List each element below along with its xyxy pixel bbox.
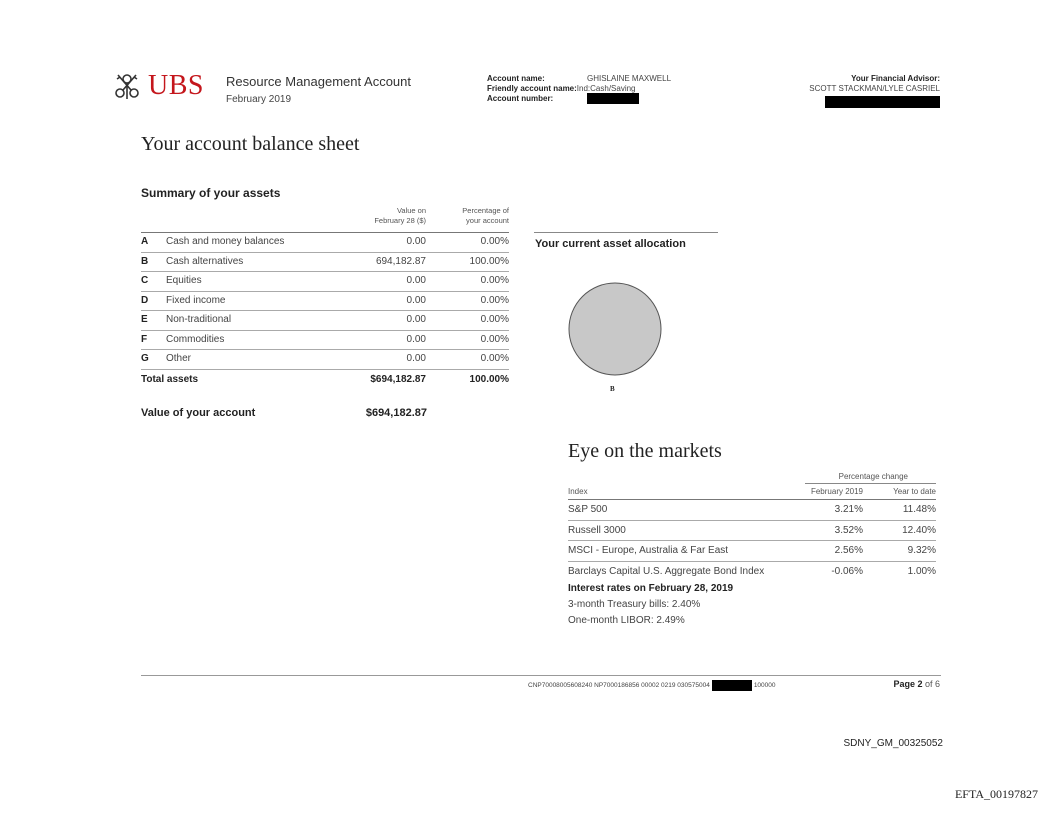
- table-row: [568, 541, 936, 562]
- markets-table-header: [568, 484, 936, 500]
- account-number-label: Account number:: [487, 94, 554, 103]
- total-value: $694,182.87: [370, 373, 426, 385]
- row-value: 0.00: [406, 314, 426, 325]
- table-row: [141, 311, 509, 331]
- efta-number: EFTA_00197827: [954, 787, 1038, 801]
- product-name: Resource Management Account: [226, 74, 411, 89]
- treasury-rate: 3-month Treasury bills: 2.40%: [568, 599, 701, 610]
- allocation-divider: [534, 232, 718, 233]
- table-row: [141, 350, 509, 370]
- percent-change-header: [568, 470, 936, 484]
- row-value: 0.00: [406, 236, 426, 247]
- page-label: Page 2: [893, 679, 923, 689]
- index-name: MSCI - Europe, Australia & Far East: [568, 545, 729, 556]
- total-percent: 100.00%: [469, 373, 509, 385]
- row-name: Equities: [166, 275, 202, 286]
- table-row: [568, 500, 936, 521]
- row-percent: 0.00%: [480, 314, 509, 325]
- value-column-header: [346, 206, 426, 226]
- row-percent: 0.00%: [480, 353, 509, 364]
- footer-code-right: 100000: [753, 682, 776, 689]
- table-row: [141, 272, 509, 292]
- page-title: Your account balance sheet: [141, 133, 360, 155]
- friendly-name-value: Ind:Cash/Saving: [576, 84, 636, 93]
- allocation-pie: [566, 280, 664, 378]
- table-row: [568, 521, 936, 542]
- footer-code: [528, 680, 776, 691]
- pct-header-line1: Percentage of: [462, 206, 509, 215]
- advisor-label: Your Financial Advisor:: [851, 74, 940, 83]
- value-header-line2: February 28 ($): [374, 216, 426, 225]
- pct-header-line2: your account: [466, 216, 509, 225]
- account-value-amount: $694,182.87: [365, 407, 427, 419]
- month-change: -0.06%: [831, 565, 863, 577]
- table-row: [141, 253, 509, 273]
- ytd-change: 9.32%: [907, 545, 936, 556]
- row-name: Cash and money balances: [166, 236, 285, 247]
- table-row: [568, 562, 936, 582]
- total-label: Total assets: [141, 373, 199, 385]
- row-percent: 100.00%: [469, 255, 509, 267]
- page-of: of 6: [924, 679, 940, 689]
- account-value-label: Value of your account: [141, 407, 256, 419]
- row-key: B: [141, 255, 149, 267]
- keys-icon: [112, 71, 142, 101]
- row-percent: 0.00%: [480, 236, 509, 247]
- ytd-change: 11.48%: [902, 504, 936, 515]
- brand-name: UBS: [148, 70, 204, 101]
- index-name: Russell 3000: [568, 524, 626, 536]
- footer-divider: [141, 675, 941, 676]
- assets-table: [141, 204, 509, 390]
- row-key: E: [141, 314, 148, 325]
- libor-rate: One-month LIBOR: 2.49%: [568, 615, 685, 626]
- index-name: Barclays Capital U.S. Aggregate Bond Index: [568, 565, 765, 577]
- index-name: S&P 500: [568, 504, 608, 515]
- markets-table: [568, 470, 936, 581]
- bates-number: SDNY_GM_00325052: [843, 738, 943, 749]
- markets-title: Eye on the markets: [568, 440, 722, 462]
- interest-rates-title: Interest rates on February 28, 2019: [568, 583, 734, 594]
- pie-slice-label: B: [610, 385, 615, 393]
- row-percent: 0.00%: [480, 294, 509, 306]
- month-change: 3.52%: [834, 524, 863, 536]
- advisor-info: [809, 74, 940, 111]
- month-change: 3.21%: [834, 504, 863, 515]
- row-name: Non-traditional: [166, 314, 232, 325]
- assets-table-header: [141, 204, 509, 233]
- row-percent: 0.00%: [480, 333, 509, 345]
- row-name: Commodities: [166, 333, 225, 345]
- row-value: 0.00: [406, 353, 426, 364]
- index-column-header: Index: [568, 487, 588, 496]
- row-name: Fixed income: [166, 294, 226, 306]
- percent-column-header: [439, 206, 509, 226]
- account-name-label: Account name:: [487, 74, 545, 83]
- row-key: G: [141, 353, 149, 364]
- ytd-column-header: Year to date: [893, 487, 936, 496]
- row-value: 0.00: [406, 333, 426, 345]
- month-column-header: February 2019: [810, 487, 863, 496]
- statement-period: February 2019: [226, 94, 292, 105]
- pie-slice-b: [569, 283, 661, 375]
- footer-code-left: CNP70008005608240 NP7000186856 00002 0219 030575004: [528, 682, 710, 689]
- account-name-value: GHISLAINE MAXWELL: [587, 74, 672, 83]
- row-value: 0.00: [406, 275, 426, 286]
- advisor-redaction: [825, 96, 940, 108]
- ytd-change: 1.00%: [907, 565, 936, 577]
- row-value: 694,182.87: [375, 255, 426, 267]
- row-name: Cash alternatives: [166, 255, 244, 267]
- percent-change-label: Percentage change: [838, 472, 908, 481]
- page-number: [893, 679, 940, 689]
- allocation-title: Your current asset allocation: [535, 238, 686, 250]
- ytd-change: 12.40%: [902, 524, 936, 536]
- friendly-name-label: Friendly account name:: [487, 84, 577, 93]
- row-key: D: [141, 294, 149, 306]
- row-key: C: [141, 275, 149, 286]
- account-value-row: [141, 407, 427, 419]
- total-row: [141, 370, 509, 390]
- table-row: [141, 331, 509, 351]
- row-value: 0.00: [406, 294, 426, 306]
- row-key: A: [141, 236, 149, 247]
- advisor-name: SCOTT STACKMAN/LYLE CASRIEL: [809, 84, 940, 93]
- summary-title: Summary of your assets: [141, 186, 281, 200]
- account-info: [487, 74, 671, 104]
- month-change: 2.56%: [834, 545, 863, 556]
- row-key: F: [141, 333, 148, 345]
- row-percent: 0.00%: [480, 275, 509, 286]
- value-header-line1: Value on: [396, 206, 426, 215]
- table-row: [141, 292, 509, 312]
- row-name: Other: [166, 353, 192, 364]
- footer-redaction: [712, 680, 752, 691]
- table-row: [141, 233, 509, 253]
- ubs-logo: [112, 70, 204, 102]
- account-number-redaction: [587, 93, 639, 104]
